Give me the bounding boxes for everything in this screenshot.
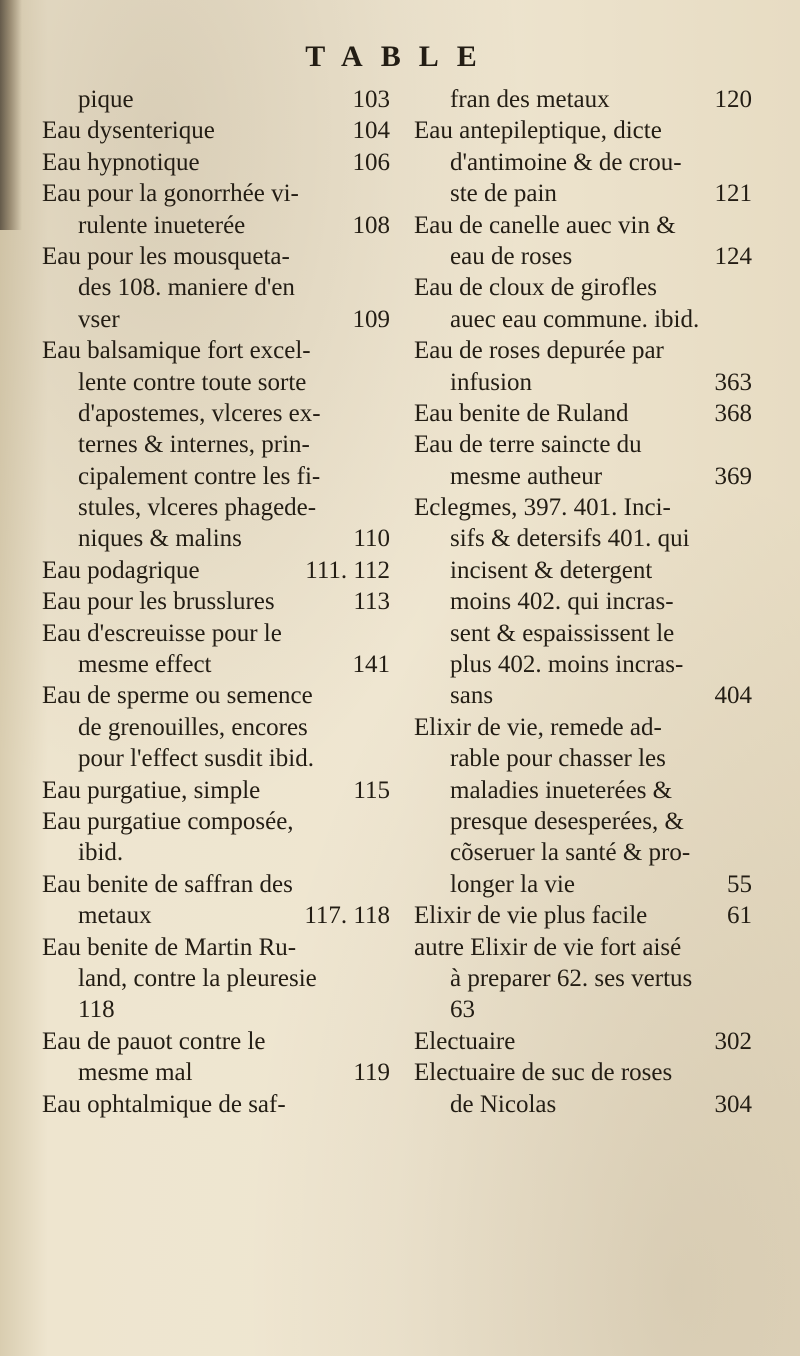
entry-page-number: [746, 712, 752, 743]
entry-page-number: [384, 367, 390, 398]
entry-page-number: [384, 680, 390, 711]
entry-text: ste de pain: [450, 180, 557, 208]
index-entry: [414, 555, 752, 586]
entry-page-number: 363: [714, 368, 752, 396]
entry-page-number: [746, 775, 752, 806]
entry-text: Eau benite de Ruland: [414, 399, 629, 427]
entry-text: eau de roses: [450, 242, 573, 270]
entry-text: maladies inueterées &: [450, 776, 673, 804]
entry-text: de Nicolas: [450, 1090, 557, 1118]
entry-text: Elixir de vie, remede ad-: [414, 713, 662, 741]
entry-page-number: 55: [727, 870, 752, 898]
index-entry: [42, 555, 390, 586]
entry-page-number: [746, 492, 752, 523]
entry-text: longer la vie: [450, 870, 575, 898]
entry-page-number: 61: [727, 902, 752, 930]
index-entry: [414, 367, 752, 398]
index-entry: [414, 932, 752, 963]
index-entry: [42, 775, 390, 806]
entry-page-number: 108: [352, 211, 390, 239]
entry-page-number: 106: [352, 148, 390, 176]
entry-text: Eau podagrique: [42, 556, 200, 584]
index-entry: [42, 963, 390, 994]
entry-page-number: [746, 304, 752, 335]
index-entry: [414, 304, 752, 335]
entry-page-number: [384, 618, 390, 649]
index-entry: [414, 429, 752, 460]
entry-text: presque desesperées, &: [450, 807, 684, 835]
entry-page-number: 121: [714, 180, 752, 208]
index-entry: [414, 900, 752, 931]
entry-text: Eau balsamique fort excel-: [42, 337, 311, 365]
entry-page-number: [746, 115, 752, 146]
entry-page-number: [384, 806, 390, 837]
index-entry: [42, 398, 390, 429]
index-entry: [414, 461, 752, 492]
entry-text: auec eau commune. ibid.: [450, 305, 700, 333]
index-entry: [414, 1089, 752, 1120]
entry-text: Eau purgatiue composée,: [42, 807, 294, 835]
entry-page-number: [384, 994, 390, 1025]
index-entry: [414, 712, 752, 743]
index-entry: [42, 335, 390, 366]
entry-text: 63: [450, 996, 475, 1024]
entry-page-number: [384, 743, 390, 774]
entry-text: Eau benite de saffran des: [42, 870, 293, 898]
index-entry: [414, 586, 752, 617]
index-entry: [414, 618, 752, 649]
entry-page-number: [384, 1026, 390, 1057]
entry-text: mesme mal: [78, 1059, 193, 1087]
entry-page-number: [384, 429, 390, 460]
index-entry: [42, 932, 390, 963]
entry-page-number: [384, 398, 390, 429]
page-edge-shadow: [0, 0, 22, 230]
entry-page-number: [746, 210, 752, 241]
entry-text: pique: [78, 86, 134, 113]
entry-text: Eau pour les mousqueta-: [42, 242, 290, 270]
entry-page-number: 368: [714, 399, 752, 427]
entry-page-number: [384, 241, 390, 272]
index-entry: [414, 210, 752, 241]
entry-page-number: 117. 118: [304, 902, 390, 930]
index-entry: [42, 84, 390, 115]
entry-page-number: 120: [714, 86, 752, 113]
entry-page-number: [384, 492, 390, 523]
index-entry: [42, 712, 390, 743]
entry-text: Eau hypnotique: [42, 148, 200, 176]
entry-page-number: 111. 112: [305, 556, 390, 584]
index-entry: [42, 586, 390, 617]
entry-page-number: [746, 147, 752, 178]
index-entry: [414, 837, 752, 868]
entry-page-number: [746, 932, 752, 963]
entry-page-number: [384, 272, 390, 303]
index-entry: [414, 492, 752, 523]
entry-text: Elixir de vie plus facile: [414, 902, 648, 930]
entry-text: sifs & detersifs 401. qui: [450, 525, 690, 553]
index-entry: [42, 1057, 390, 1088]
entry-page-number: 302: [714, 1027, 752, 1055]
entry-page-number: 304: [714, 1090, 752, 1118]
index-entry: [414, 963, 752, 994]
index-entry: [42, 1089, 390, 1120]
entry-page-number: [746, 618, 752, 649]
entry-text: Eau antepileptique, dicte: [414, 117, 662, 145]
page-header: TABLE: [305, 40, 495, 73]
index-entry: [42, 461, 390, 492]
index-entry: [414, 806, 752, 837]
entry-page-number: [746, 994, 752, 1025]
index-entry: [414, 272, 752, 303]
index-entry: [414, 775, 752, 806]
index-entry: [414, 115, 752, 146]
entry-page-number: [746, 555, 752, 586]
entry-page-number: [384, 335, 390, 366]
entry-page-number: 103: [352, 86, 390, 113]
index-entry: [414, 147, 752, 178]
entry-text: d'antimoine & de crou-: [450, 148, 682, 176]
entry-text: Eau de canelle auec vin &: [414, 211, 676, 239]
entry-page-number: 113: [353, 588, 390, 616]
entry-page-number: [746, 649, 752, 680]
entry-text: Eau ophtalmique de saf-: [42, 1090, 286, 1118]
entry-text: fran des metaux: [450, 86, 610, 113]
entry-text: moins 402. qui incras-: [450, 588, 674, 616]
index-entry: [42, 869, 390, 900]
entry-page-number: [746, 272, 752, 303]
index-entry: [42, 210, 390, 241]
index-entry: [42, 618, 390, 649]
entry-page-number: [384, 1089, 390, 1120]
index-entry: [42, 115, 390, 146]
entry-text: land, contre la pleuresie: [78, 964, 317, 992]
index-entry: [414, 523, 752, 554]
entry-text: Eau benite de Martin Ru-: [42, 933, 297, 961]
entry-text: sans: [450, 682, 494, 710]
index-entry: [42, 523, 390, 554]
index-entry: [414, 869, 752, 900]
entry-page-number: 109: [352, 305, 390, 333]
entry-page-number: [746, 743, 752, 774]
index-entry: [414, 743, 752, 774]
entry-text: infusion: [450, 368, 532, 396]
left-column: [42, 84, 390, 1120]
entry-page-number: 119: [353, 1059, 390, 1087]
entry-text: lente contre toute sorte: [78, 368, 307, 396]
entry-text: de grenouilles, encores: [78, 713, 308, 741]
index-entry: [42, 680, 390, 711]
entry-page-number: 369: [714, 462, 752, 490]
entry-text: Eau de roses depurée par: [414, 337, 664, 365]
entry-text: incisent & detergent: [450, 556, 653, 584]
entry-text: Eclegmes, 397. 401. Inci-: [414, 494, 671, 522]
entry-page-number: [384, 178, 390, 209]
entry-page-number: [384, 837, 390, 868]
index-entry: [42, 147, 390, 178]
entry-text: d'apostemes, vlceres ex-: [78, 399, 321, 427]
entry-page-number: [384, 932, 390, 963]
index-entry: [414, 398, 752, 429]
index-entry: [414, 680, 752, 711]
entry-text: mesme autheur: [450, 462, 603, 490]
entry-text: Eau d'escreuisse pour le: [42, 619, 282, 647]
entry-text: vser: [78, 305, 120, 333]
entry-text: Eau de pauot contre le: [42, 1027, 266, 1055]
index-entry: [414, 649, 752, 680]
entry-text: à preparer 62. ses vertus: [450, 964, 693, 992]
entry-page-number: 404: [714, 682, 752, 710]
index-entry: [42, 1026, 390, 1057]
entry-text: mesme effect: [78, 651, 212, 679]
index-entry: [42, 492, 390, 523]
index-entry: [42, 837, 390, 868]
entry-page-number: 124: [714, 242, 752, 270]
entry-page-number: [746, 837, 752, 868]
entry-text: Electuaire: [414, 1027, 516, 1055]
index-entry: [42, 304, 390, 335]
index-entry: [42, 900, 390, 931]
index-entry: [42, 178, 390, 209]
entry-text: des 108. maniere d'en: [78, 274, 295, 302]
entry-text: 118: [78, 996, 115, 1024]
index-entry: [414, 84, 752, 115]
index-entry: [42, 429, 390, 460]
entry-page-number: [384, 712, 390, 743]
index-entry: [42, 806, 390, 837]
entry-text: Electuaire de suc de roses: [414, 1059, 673, 1087]
entry-text: pour l'effect susdit ibid.: [78, 745, 314, 773]
entry-page-number: [384, 461, 390, 492]
entry-text: niques & malins: [78, 525, 242, 553]
index-entry: [414, 1057, 752, 1088]
entry-page-number: [746, 429, 752, 460]
right-column: [414, 84, 752, 1120]
index-entry: [414, 178, 752, 209]
index-entry: [42, 994, 390, 1025]
entry-text: rable pour chasser les: [450, 745, 666, 773]
index-entry: [42, 367, 390, 398]
entry-page-number: [746, 523, 752, 554]
entry-text: autre Elixir de vie fort aisé: [414, 933, 682, 961]
entry-page-number: 110: [353, 525, 390, 553]
index-entry: [42, 649, 390, 680]
index-entry: [42, 272, 390, 303]
entry-text: rulente inueterée: [78, 211, 246, 239]
entry-page-number: [746, 586, 752, 617]
entry-page-number: [384, 963, 390, 994]
entry-text: Eau pour la gonorrhée vi-: [42, 180, 299, 208]
entry-text: Eau pour les brusslures: [42, 588, 275, 616]
index-entry: [414, 241, 752, 272]
entry-text: Eau de cloux de girofles: [414, 274, 657, 302]
entry-page-number: [384, 869, 390, 900]
index-entry: [414, 1026, 752, 1057]
entry-text: sent & espaississent le: [450, 619, 675, 647]
index-entry: [414, 994, 752, 1025]
index-entry: [414, 335, 752, 366]
entry-page-number: [746, 963, 752, 994]
entry-text: ternes & internes, prin-: [78, 431, 310, 459]
entry-text: cõseruer la santé & pro-: [450, 839, 691, 867]
entry-page-number: [746, 806, 752, 837]
entry-text: Eau de sperme ou semence: [42, 682, 313, 710]
index-entry: [42, 241, 390, 272]
entry-text: ibid.: [78, 839, 124, 867]
entry-page-number: 104: [352, 117, 390, 145]
entry-page-number: [746, 335, 752, 366]
entry-text: Eau de terre saincte du: [414, 431, 642, 459]
entry-page-number: [746, 1057, 752, 1088]
entry-text: Eau purgatiue, simple: [42, 776, 261, 804]
entry-text: metaux: [78, 902, 152, 930]
entry-text: stules, vlceres phagede-: [78, 494, 317, 522]
entry-page-number: 141: [352, 651, 390, 679]
index-entry: [42, 743, 390, 774]
entry-text: plus 402. moins incras-: [450, 651, 684, 679]
entry-page-number: 115: [353, 776, 390, 804]
entry-text: cipalement contre les fi-: [78, 462, 321, 490]
entry-text: Eau dysenterique: [42, 117, 215, 145]
